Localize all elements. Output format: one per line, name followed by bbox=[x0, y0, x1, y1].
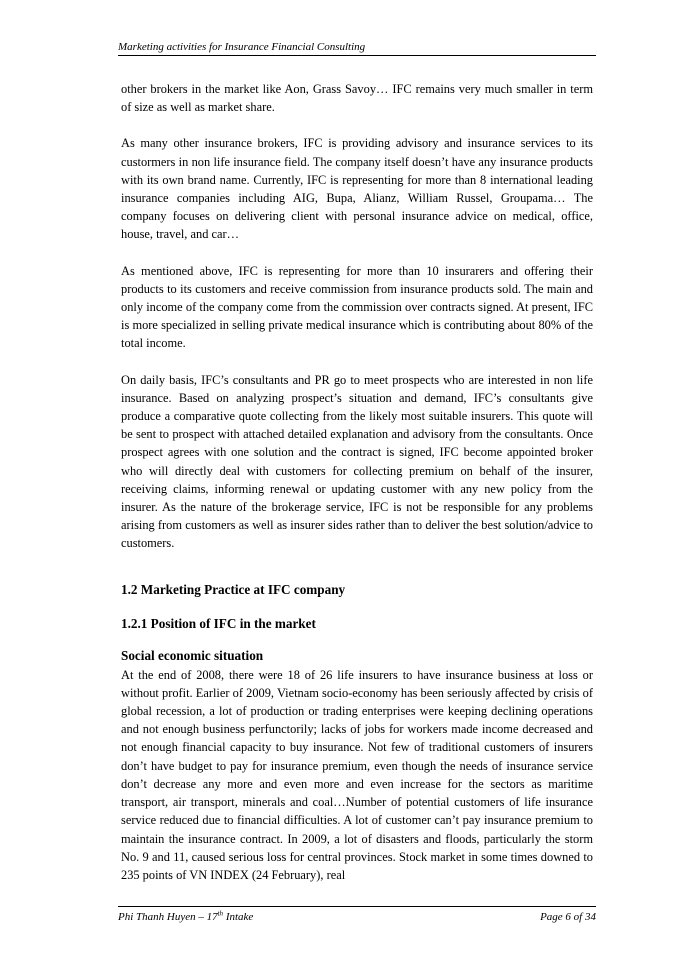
page-number: Page 6 of 34 bbox=[540, 911, 596, 923]
footer-author: Phi Thanh Huyen – 17th Intake bbox=[118, 909, 254, 923]
header-title: Marketing activities for Insurance Financial Consulting bbox=[118, 41, 366, 53]
page-header bbox=[118, 40, 596, 56]
paragraph-income: As mentioned above, IFC is representing for more than 10 insurarers and offering their products to its customers and receive commission from insurance products sold. The main and only income of the company come from the commission over contracts signed. At present, IFC is more specialized in selling private medical insurance which is contributing about 80% of the total income. bbox=[121, 263, 593, 351]
page-body bbox=[121, 80, 593, 884]
paragraph-intro: other brokers in the market like Aon, Grass Savoy… IFC remains very much smaller in term of size as well as market share. bbox=[121, 82, 593, 115]
subheading-social-economic: Social economic situation bbox=[121, 647, 264, 663]
paragraph-social-economic: At the end of 2008, there were 18 of 26 life insurers to have insurance business at loss or without profit. Earlier of 2009, Vietnam socio-economy has been seriously affected by crisis of global recession, a lot of production or trading enterprises were keeping declining operations and not enough business perfunctorily; lacks of jobs for workers made income decreased and not enough financial capacity to buy insurance. Not few of traditional customers of insurers don’t have budget to pay for insurance premium, even though the needs of insurance service don’t decrease any more and even more and even increase for the sectors as maritime transport, air transport, minerals and coal…Number of potential customers of life insurance service reduced due to financial difficulties. A lot of customer can’t pay insurance premium to maintain the insurance contract. In 2009, a lot of disasters and floods, particularly the storm No. 9 and 11, caused serious loss for central provinces. Stock market in some times downed to 235 points of VN INDEX (24 February), real bbox=[121, 667, 593, 882]
paragraph-daily-operations: On daily basis, IFC’s consultants and PR go to meet prospects who are interested in non life insurance. Based on analyzing prospect’s situation and demand, IFC’s consultants give produce a comparative quote collecting from the likely most suitable insurers. This quote will be sent to prospect with attached detailed explanation and advisory from the consultants. Once prospect agrees with one solution and the contract is signed, IFC become appointed broker who will directly deal with customers for collecting premium on behalf of the insurer, receiving claims, informing renewal or updating customer with any new policy from the insurer. As the nature of the brokerage service, IFC is not be responsible for any problems arising from customers as well as insurer sides rather than to deliver the best solution/advice to customers. bbox=[121, 372, 593, 551]
page-footer bbox=[118, 906, 596, 924]
subsection-heading-position: 1.2.1 Position of IFC in the market bbox=[121, 615, 316, 631]
paragraph-services: As many other insurance brokers, IFC is providing advisory and insurance services to its custormers in non life insurance field. The company itself doesn’t have any insurance products with its own brand name. Currently, IFC is representing for more than 8 international leading insurance companies including AIG, Bupa, Alianz, William Russel, Groupama… The company focuses on delivering client with personal insurance advice on medical, office, house, travel, and car… bbox=[121, 136, 593, 242]
section-heading-marketing-practice: 1.2 Marketing Practice at IFC company bbox=[121, 581, 346, 597]
